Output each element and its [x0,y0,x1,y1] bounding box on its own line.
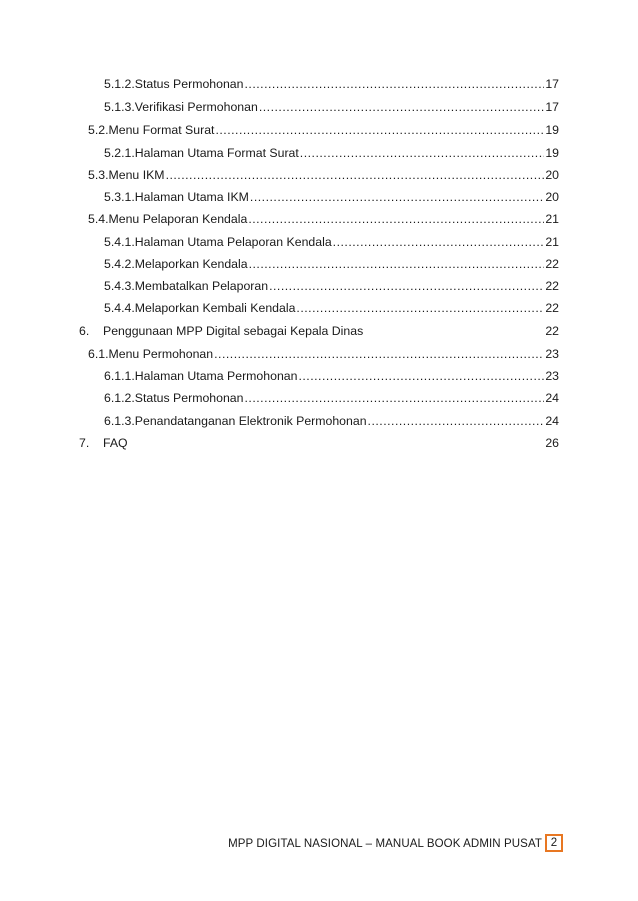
toc-number: 5.4.2. [104,257,135,271]
toc-title: Halaman Utama Permohonan [134,369,298,383]
toc-number: 6.1.2. [104,391,135,405]
toc-number: 5.3.1. [104,190,135,204]
toc-page: 23 [545,369,559,383]
toc-title: Menu Pelaporan Kendala [108,212,248,226]
toc-page: 21 [545,235,559,249]
toc-number: 5.4.1. [104,235,135,249]
footer-title: MPP DIGITAL NASIONAL – MANUAL BOOK ADMIN PUSAT [228,838,542,850]
toc-title: Melaporkan Kendala [134,257,248,271]
toc-title: Status Permohonan [134,77,244,91]
toc-page: 20 [545,168,559,182]
toc-entry[interactable] [88,122,559,138]
toc-entry[interactable] [104,390,559,406]
toc-number: 6.1. [88,347,109,361]
toc-number: 5.4.4. [104,301,135,315]
toc-entry[interactable] [104,189,559,205]
toc-leader [166,167,545,183]
toc-leader [298,368,544,384]
toc-title: Halaman Utama Format Surat [134,146,299,160]
toc-leader [215,122,544,138]
toc-number: 6.1.3. [104,414,135,428]
toc-number: 5.4. [88,212,109,226]
toc-number: 5.1.2. [104,77,135,91]
toc-title: Menu Permohonan [108,347,214,361]
toc-leader [250,189,544,205]
toc-title: Menu Format Surat [108,123,215,137]
toc-entry[interactable] [88,211,559,227]
toc-page: 26 [545,436,559,450]
toc-title: Verifikasi Permohonan [134,100,258,114]
toc-leader [333,234,545,250]
toc-number: 5.3. [88,168,109,182]
toc-page: 22 [545,279,559,293]
toc-title: Membatalkan Pelaporan [134,279,269,293]
toc-entry[interactable] [104,234,559,250]
toc-page: 22 [545,324,559,338]
toc-entry[interactable] [104,256,559,272]
toc-title: Menu IKM [108,168,165,182]
toc-number: 5.2.1. [104,146,135,160]
toc-title: Penandatanganan Elektronik Permohonan [134,414,367,428]
toc-page: 22 [545,301,559,315]
page-number-badge: 2 [545,834,563,852]
toc-page: 24 [545,391,559,405]
toc-number: 5.4.3. [104,279,135,293]
toc-page: 21 [545,212,559,226]
toc-title: Halaman Utama IKM [134,190,249,204]
toc-page: 23 [545,347,559,361]
toc-leader [269,278,544,294]
toc-title: FAQ [103,436,128,450]
toc-title: Status Permohonan [134,391,244,405]
toc-entry[interactable] [88,346,559,362]
toc-leader [244,76,544,92]
toc-entry[interactable] [88,167,559,183]
toc-entry[interactable] [104,368,559,384]
toc-leader [300,145,545,161]
toc-page: 19 [545,146,559,160]
toc-page: 20 [545,190,559,204]
toc-title: Halaman Utama Pelaporan Kendala [134,235,332,249]
toc-leader [296,300,544,316]
toc-leader [249,256,545,272]
toc-number: 6. [79,324,90,338]
toc-page: 24 [545,414,559,428]
toc-entry[interactable] [104,300,559,316]
toc-title: Penggunaan MPP Digital sebagai Kepala Dinas [103,324,364,338]
toc-page: 19 [545,123,559,137]
toc-leader [248,211,544,227]
toc-number: 5.1.3. [104,100,135,114]
toc-entry[interactable] [104,278,559,294]
toc-entry[interactable] [79,435,559,451]
toc-page: 17 [545,77,559,91]
toc-leader [244,390,544,406]
toc-leader [368,413,545,429]
toc-entry[interactable] [104,76,559,92]
toc-title: Melaporkan Kembali Kendala [134,301,296,315]
toc-entry[interactable] [79,323,559,339]
toc-leader [259,99,544,115]
toc-entry[interactable] [104,145,559,161]
toc-number: 6.1.1. [104,369,135,383]
toc-leader [214,346,544,362]
toc-entry[interactable] [104,99,559,115]
toc-page: 22 [545,257,559,271]
toc-number: 5.2. [88,123,109,137]
toc-page: 17 [545,100,559,114]
toc-number: 7. [79,436,90,450]
page-footer [0,834,638,854]
toc-entry[interactable] [104,413,559,429]
